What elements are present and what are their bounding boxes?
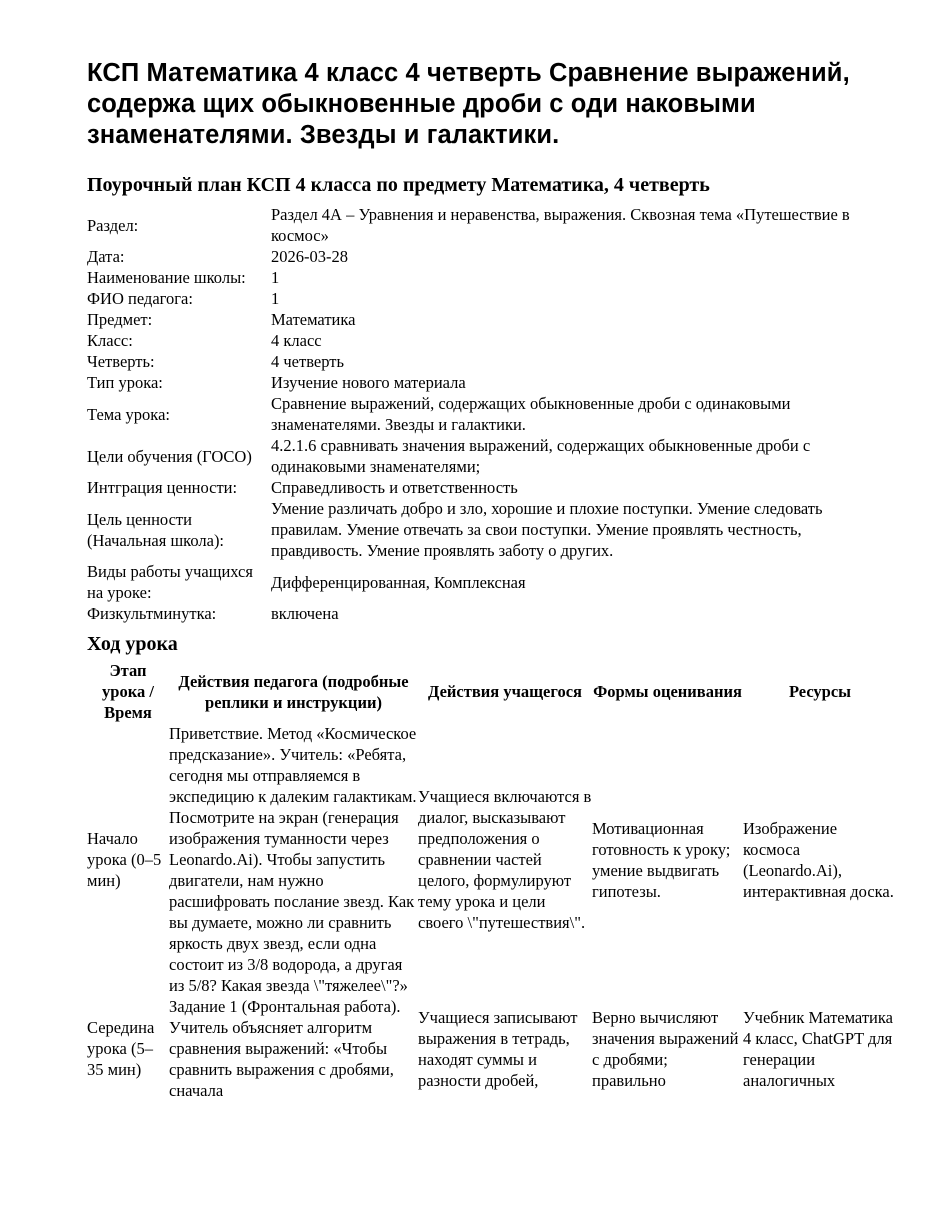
info-value: 1	[271, 289, 280, 308]
info-row	[87, 267, 897, 288]
info-row	[87, 351, 897, 372]
info-label: Цели обучения (ГОСО)	[87, 446, 252, 466]
info-row	[87, 309, 897, 330]
lesson-column-header: Ресурсы	[788, 682, 852, 701]
info-value: 4 четверть	[271, 352, 344, 371]
info-value: Сравнение выражений, содержащих обыкновенные дроби с одинаковыми знаменателями. Звезды и галактики.	[271, 394, 791, 434]
lesson-cell: Учащиеся включаются в диалог, высказывают предположения о сравнении частей целого, формулируют тему урока и цели своего \"путешествия\".	[418, 787, 592, 932]
document-page	[87, 58, 897, 1101]
info-row	[87, 498, 897, 561]
lesson-column-header: Действия учащегося	[428, 682, 582, 701]
lesson-row	[87, 996, 897, 1101]
info-value: Справедливость и ответственность	[271, 478, 518, 497]
info-row	[87, 477, 897, 498]
lesson-cell: Приветствие. Метод «Космическое предсказание». Учитель: «Ребята, сегодня мы отправляемся в экспедицию к далеким галактикам. Посмотрите на экран (генерация изображения туманности через Leonardo.Ai). Чтобы запустить двигатели, нам нужно расшифровать послание звезд. Как вы думаете, можно ли сравнить яркость двух звезд, если одна состоит из 3/8 водорода, а другая из 5/8? Какая звезда \"тяжелее\"?»	[169, 724, 417, 995]
info-label: Четверть:	[87, 352, 155, 371]
info-row	[87, 372, 897, 393]
info-row	[87, 204, 897, 246]
info-label: Раздел:	[87, 215, 139, 235]
info-label: Цель ценности (Начальная школа):	[87, 509, 225, 550]
lesson-cell: Изображение космоса (Leonardo.Ai), интерактивная доска.	[743, 818, 894, 901]
lesson-cell: Верно вычисляют значения выражений с дробями; правильно	[592, 1007, 739, 1090]
info-row	[87, 561, 897, 603]
info-row	[87, 393, 897, 435]
info-value: Умение различать добро и зло, хорошие и плохие поступки. Умение следовать правилам. Умение отвечать за свои поступки. Умение проявлять честность, правдивость. Умение проявлять заботу о других.	[271, 499, 823, 560]
info-label: ФИО педагога:	[87, 289, 193, 308]
info-row	[87, 435, 897, 477]
lesson-section-title: Ход урока	[87, 633, 178, 655]
info-value: Математика	[271, 310, 356, 329]
info-value: 4 класс	[271, 331, 322, 350]
info-row	[87, 330, 897, 351]
lesson-header-row	[87, 660, 897, 723]
info-label: Предмет:	[87, 310, 153, 329]
lesson-cell: Середина урока (5–35 мин)	[87, 1018, 155, 1079]
info-value: Раздел 4А – Уравнения и неравенства, выражения. Сквозная тема «Путешествие в космос»	[271, 205, 850, 245]
info-value: Дифференцированная, Комплексная	[271, 572, 526, 592]
lesson-column-header: Действия педагога (подробные реплики и инструкции)	[178, 671, 409, 712]
page-title: КСП Математика 4 класс 4 четверть Сравнение выражений, содержа щих обыкновенные дроби с оди наковыми знаменателями. Звезды и галактики.	[87, 59, 850, 149]
info-table	[87, 204, 897, 624]
info-label: Дата:	[87, 247, 125, 266]
info-value: 2026-03-28	[271, 247, 348, 266]
info-label: Интграция ценности:	[87, 478, 238, 497]
info-row	[87, 603, 897, 624]
lesson-column-header: Этап урока / Время	[102, 661, 154, 722]
lesson-cell: Мотивационная готовность к уроку; умение выдвигать гипотезы.	[592, 818, 731, 901]
info-value: 1	[271, 268, 280, 287]
plan-subtitle: Поурочный план КСП 4 класса по предмету Математика, 4 четверть	[87, 174, 710, 196]
info-row	[87, 288, 897, 309]
info-label: Виды работы учащихся на уроке:	[87, 562, 253, 602]
lesson-cell: Учебник Математика 4 класс, ChatGPT для генерации аналогичных	[743, 1007, 893, 1090]
lesson-column-header: Формы оценивания	[593, 682, 742, 701]
info-label: Физкультминутка:	[87, 604, 217, 623]
lesson-cell: Начало урока (0–5 мин)	[87, 829, 162, 890]
info-label: Тип урока:	[87, 373, 163, 392]
info-label: Тема урока:	[87, 404, 170, 424]
info-value: включена	[271, 604, 339, 623]
lesson-row	[87, 723, 897, 996]
lesson-cell: Задание 1 (Фронтальная работа). Учитель объясняет алгоритм сравнения выражений: «Чтобы сравнить выражения с дробями, сначала	[169, 997, 401, 1100]
info-label: Наименование школы:	[87, 268, 246, 287]
info-value: 4.2.1.6 сравнивать значения выражений, содержащих обыкновенные дроби с одинаковыми знаменателями;	[271, 436, 811, 476]
lesson-table	[87, 660, 897, 1101]
info-label: Класс:	[87, 331, 133, 350]
info-value: Изучение нового материала	[271, 373, 466, 392]
lesson-cell: Учащиеся записывают выражения в тетрадь, находят суммы и разности дробей,	[418, 1007, 578, 1090]
info-row	[87, 246, 897, 267]
